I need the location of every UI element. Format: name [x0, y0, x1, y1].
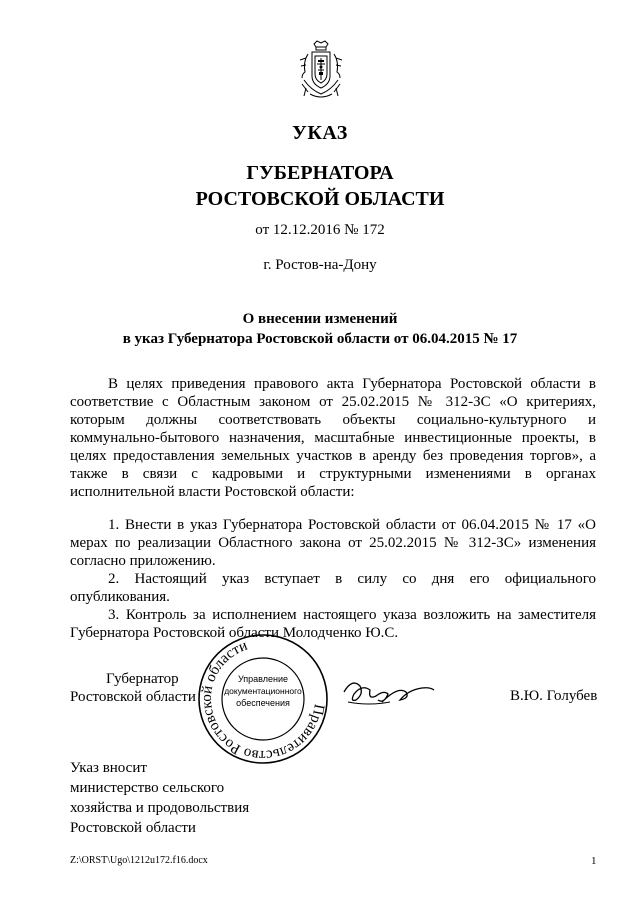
submitter-line: хозяйства и продовольствия — [70, 800, 250, 816]
clause-1: 1. Внести в указ Губернатора Ростовской области от 06.04.2015 № 17 «О мерах по реализации Областного закона от 25.02.2015 № 312-ЗС» изменения согласно приложению. — [70, 517, 596, 569]
preamble-section — [70, 375, 596, 501]
position-line: Ростовской области — [70, 689, 196, 705]
coat-of-arms-emblem — [296, 40, 346, 102]
stamp-center-line: документационного — [224, 686, 302, 696]
clauses-section — [70, 516, 596, 642]
issuer-line: ГУБЕРНАТОРА — [246, 162, 394, 184]
submitter-line: Ростовской области — [70, 820, 196, 836]
clause-3: 3. Контроль за исполнением настоящего указа возложить на заместителя Губернатора Ростовской области Молодченко Ю.С. — [70, 607, 596, 641]
issuer-title — [0, 160, 640, 212]
submitter-line: Указ вносит — [70, 760, 147, 776]
document-subject — [0, 309, 640, 349]
stamp-center-line: Управление — [237, 674, 289, 684]
handwritten-signature — [338, 672, 438, 712]
city: г. Ростов-на-Дону — [263, 257, 377, 273]
position-line: Губернатор — [106, 671, 179, 687]
footer-file-path: Z:\ORST\Ugo\1212u172.f16.docx — [70, 855, 208, 866]
signatory-position — [70, 670, 196, 706]
official-stamp — [196, 632, 330, 766]
date-number: от 12.12.2016 № 172 — [255, 222, 385, 238]
issuer-line: РОСТОВСКОЙ ОБЛАСТИ — [195, 188, 445, 210]
document-type-title: УКАЗ — [292, 122, 348, 144]
subject-line: О внесении изменений — [242, 311, 398, 327]
submitter-line: министерство сельского — [70, 780, 225, 796]
submitter-block — [70, 758, 249, 838]
stamp-ring-text: Правительство Ростовской области — [198, 637, 327, 764]
clause-2: 2. Настоящий указ вступает в силу со дня его официального опубликования. — [70, 571, 596, 605]
signatory-name: В.Ю. Голубев — [510, 688, 598, 704]
stamp-center-line: обеспечения — [236, 698, 290, 708]
subject-line: в указ Губернатора Ростовской области от 06.04.2015 № 17 — [122, 331, 518, 347]
page-number: 1 — [591, 855, 597, 867]
preamble-paragraph: В целях приведения правового акта Губернатора Ростовской области в соответствие с Областным законом от 25.02.2015 № 312-ЗС «О критериях, которым должны соответствовать объекты социально-культурного и коммунально-бытового назначения, масштабные инвестиционные проекты, в целях предоставления земельных участков в аренду без проведения торгов», а также в связи с кадровыми и структурными изменениями в органах исполнительной власти Ростовской области: — [70, 376, 596, 500]
